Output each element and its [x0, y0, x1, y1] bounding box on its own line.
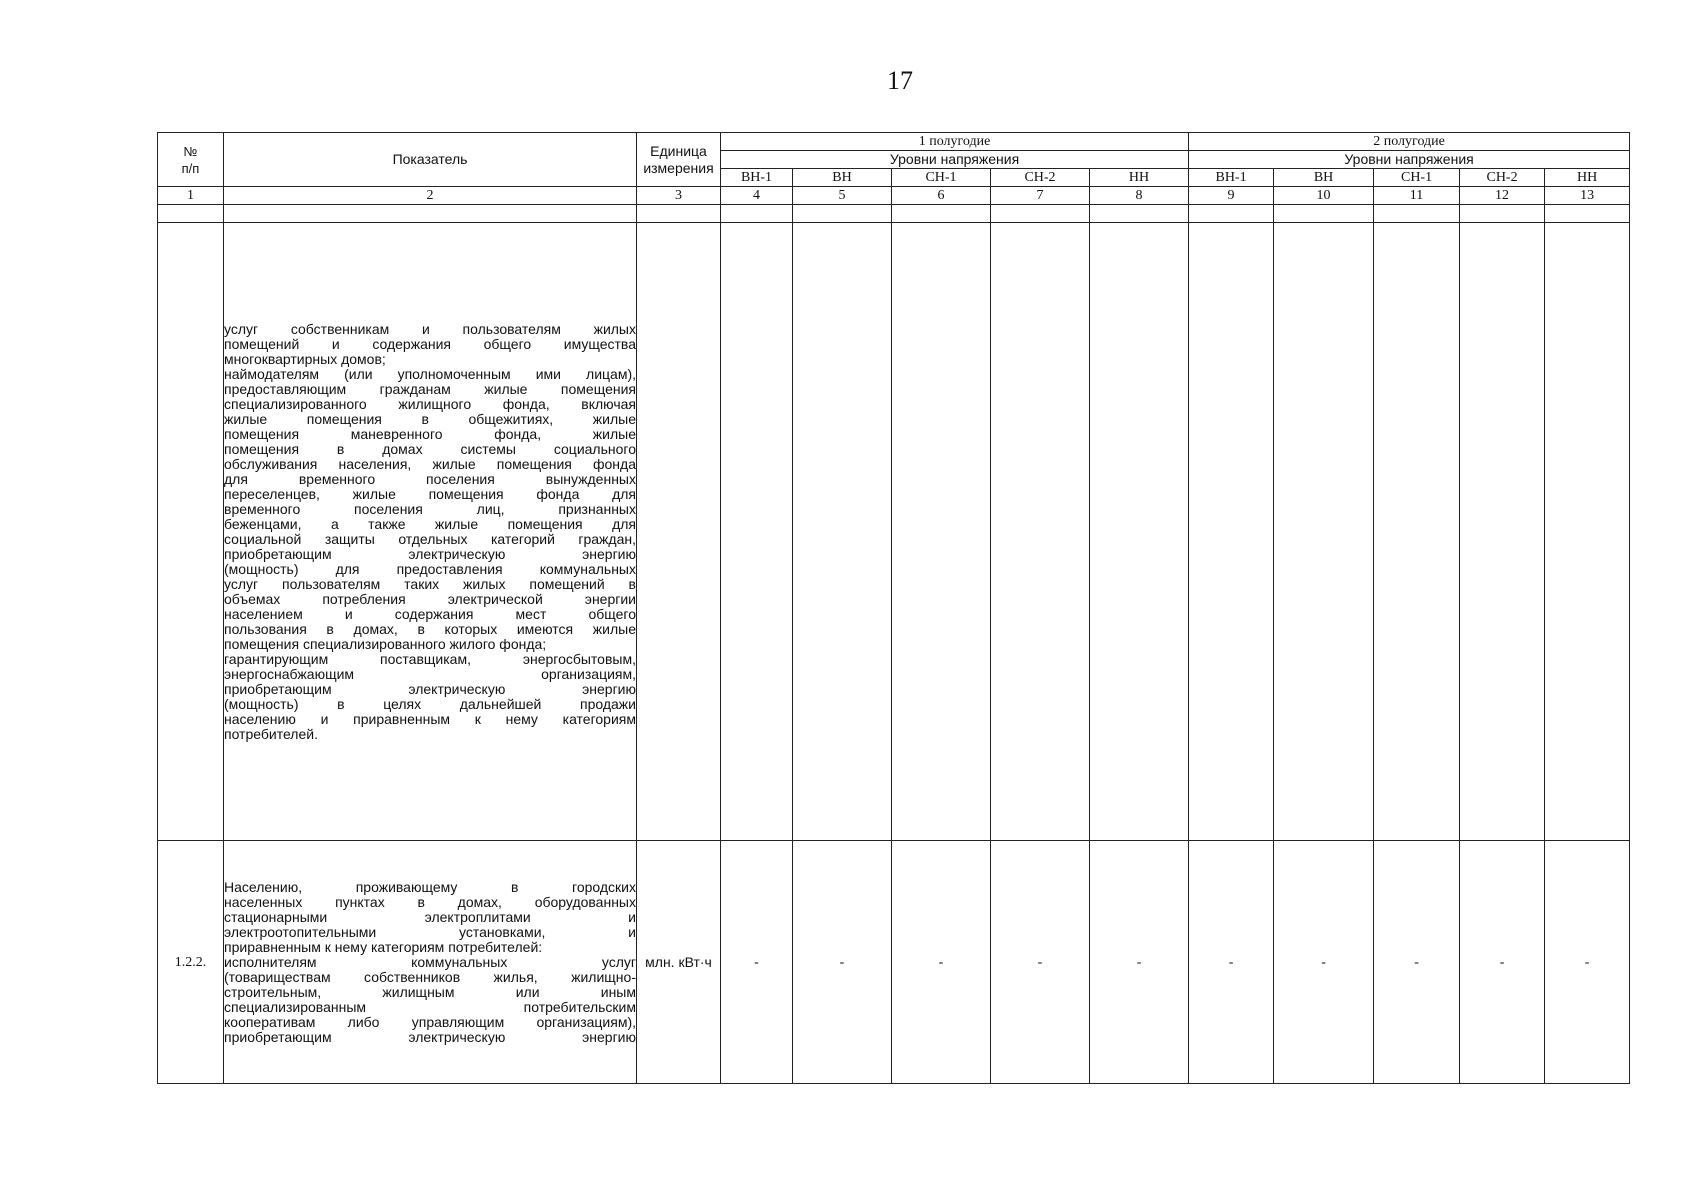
text-line: специализированным потребительским	[224, 998, 636, 1015]
unit-cell	[637, 223, 721, 841]
value-cell: -	[1189, 841, 1274, 1084]
value-cell: -	[1090, 841, 1189, 1084]
column-number: 9	[1189, 187, 1274, 205]
empty-cell	[158, 205, 224, 223]
value-cell: -	[1460, 841, 1545, 1084]
value-cell	[1090, 223, 1189, 841]
header-level: ВН	[793, 169, 892, 187]
value-cell: -	[793, 841, 892, 1084]
header-col-unit: Единица измерения	[637, 133, 721, 187]
text-line: электроотопительными установками, и	[224, 923, 636, 940]
column-number: 4	[721, 187, 793, 205]
column-number: 7	[991, 187, 1090, 205]
text-line: услуг собственникам и пользователям жилых	[224, 320, 636, 337]
text-line: (мощность) в целях дальнейшей продажи	[224, 695, 636, 712]
empty-cell	[1460, 205, 1545, 223]
column-number: 3	[637, 187, 721, 205]
empty-cell	[1189, 205, 1274, 223]
empty-cell	[991, 205, 1090, 223]
text-line: (товариществам собственников жилья, жилищно-	[224, 968, 636, 985]
text-line: кооперативам либо управляющим организациям),	[224, 1013, 636, 1030]
text-line: приобретающим электрическую энергию	[224, 680, 636, 697]
text-line: обслуживания населения, жилые помещения фонда	[224, 455, 636, 472]
column-number: 13	[1545, 187, 1630, 205]
value-cell	[1545, 223, 1630, 841]
header-level: СН-1	[1374, 169, 1460, 187]
empty-cell	[1274, 205, 1374, 223]
empty-cell	[1545, 205, 1630, 223]
header-level: НН	[1090, 169, 1189, 187]
column-number: 11	[1374, 187, 1460, 205]
text-line: населением и содержания мест общего	[224, 605, 636, 622]
text-line: наймодателям (или уполномоченным ими лицам),	[224, 365, 636, 382]
empty-cell	[224, 205, 637, 223]
column-number: 10	[1274, 187, 1374, 205]
text-line: переселенцев, жилые помещения фонда для	[224, 485, 636, 502]
column-number: 5	[793, 187, 892, 205]
header-half-1: 1 полугодие	[721, 133, 1189, 151]
header-col-indicator: Показатель	[224, 133, 637, 187]
value-cell: -	[991, 841, 1090, 1084]
header-level: ВН-1	[1189, 169, 1274, 187]
header-voltage-levels-2: Уровни напряжения	[1189, 151, 1630, 169]
text-line: объемах потребления электрической энергии	[224, 590, 636, 607]
empty-cell	[721, 205, 793, 223]
header-level: НН	[1545, 169, 1630, 187]
row-number: 1.2.2.	[158, 841, 224, 1084]
value-cell	[793, 223, 892, 841]
text-line: специализированного жилищного фонда, включая	[224, 395, 636, 412]
indicator-description	[224, 223, 637, 841]
text-line: приобретающим электрическую энергию	[224, 545, 636, 562]
empty-cell	[1090, 205, 1189, 223]
header-level: СН-1	[892, 169, 991, 187]
text-line: приравненным к нему категориям потребителей:	[224, 938, 543, 955]
text-line: помещения специализированного жилого фонда;	[224, 635, 547, 652]
header-voltage-levels-1: Уровни напряжения	[721, 151, 1189, 169]
text-line: населенных пунктах в домах, оборудованных	[224, 893, 636, 910]
value-cell: -	[892, 841, 991, 1084]
text-line: многоквартирных домов;	[224, 350, 386, 367]
text-line: исполнителям коммунальных услуг	[224, 953, 636, 970]
column-number: 8	[1090, 187, 1189, 205]
tariff-table	[157, 132, 1630, 1084]
text-line: пользования в домах, в которых имеются жилые	[224, 620, 636, 637]
text-line: помещения маневренного фонда, жилые	[224, 425, 636, 442]
value-cell	[1374, 223, 1460, 841]
text-line: для временного поселения вынужденных	[224, 470, 636, 487]
header-half-2: 2 полугодие	[1189, 133, 1630, 151]
text-line: стационарными электроплитами и	[224, 908, 636, 925]
header-level: ВН-1	[721, 169, 793, 187]
empty-cell	[637, 205, 721, 223]
text-line: помещения в домах системы социального	[224, 440, 636, 457]
header-level: СН-2	[991, 169, 1090, 187]
unit-cell: млн. кВт·ч	[637, 841, 721, 1084]
value-cell	[1189, 223, 1274, 841]
indicator-description	[224, 841, 637, 1084]
table-row	[158, 841, 1630, 1084]
text-line: помещений и содержания общего имущества	[224, 335, 636, 352]
spacer-row	[158, 205, 1630, 223]
text-line: предоставляющим гражданам жилые помещения	[224, 380, 636, 397]
text-line: строительным, жилищным или иным	[224, 983, 636, 1000]
text-line: гарантирующим поставщикам, энергосбытовым,	[224, 650, 636, 667]
value-cell: -	[721, 841, 793, 1084]
header-col-number: № п/п	[158, 133, 224, 187]
column-number: 2	[224, 187, 637, 205]
text-line: населению и приравненным к нему категориям	[224, 710, 636, 727]
value-cell: -	[1374, 841, 1460, 1084]
page-number: 17	[887, 66, 913, 95]
value-cell: -	[1274, 841, 1374, 1084]
text-line: временного поселения лиц, признанных	[224, 500, 636, 517]
text-line: услуг пользователям таких жилых помещений в	[224, 575, 636, 592]
text-line: жилые помещения в общежитиях, жилые	[224, 410, 636, 427]
text-line: приобретающим электрическую энергию	[224, 1028, 636, 1045]
text-line: Населению, проживающему в городских	[224, 878, 636, 895]
text-line: потребителей.	[224, 725, 318, 742]
column-number: 12	[1460, 187, 1545, 205]
empty-cell	[793, 205, 892, 223]
value-cell	[1460, 223, 1545, 841]
value-cell	[721, 223, 793, 841]
column-number: 6	[892, 187, 991, 205]
empty-cell	[1374, 205, 1460, 223]
text-line: (мощность) для предоставления коммунальных	[224, 560, 636, 577]
header-level: ВН	[1274, 169, 1374, 187]
header-level: СН-2	[1460, 169, 1545, 187]
value-cell	[1274, 223, 1374, 841]
value-cell: -	[1545, 841, 1630, 1084]
empty-cell	[892, 205, 991, 223]
text-line: энергоснабжающим организациям,	[224, 665, 636, 682]
text-line: социальной защиты отдельных категорий граждан,	[224, 530, 636, 547]
text-line: беженцами, а также жилые помещения для	[224, 515, 636, 532]
table-row	[158, 223, 1630, 841]
row-number	[158, 223, 224, 841]
value-cell	[991, 223, 1090, 841]
column-number: 1	[158, 187, 224, 205]
value-cell	[892, 223, 991, 841]
